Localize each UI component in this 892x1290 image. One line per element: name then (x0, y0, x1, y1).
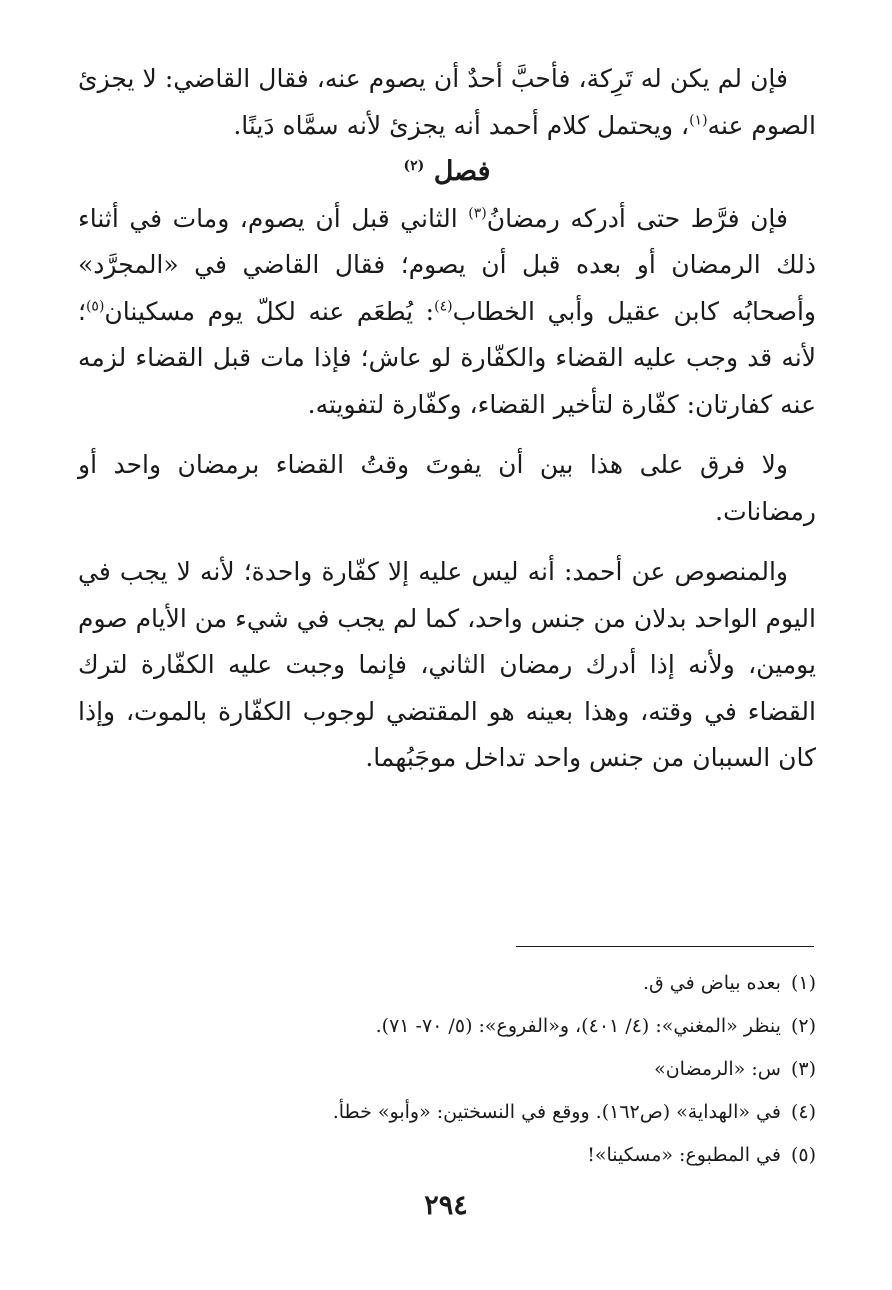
footnote-number: (٢) (790, 1015, 816, 1037)
footnote-ref-4: (٤) (434, 298, 453, 315)
footnote-4 (78, 1091, 816, 1134)
footnotes-list (78, 962, 816, 1177)
footnote-number: (٣) (790, 1058, 816, 1080)
footnote-1 (78, 962, 816, 1005)
footnote-text: ينظر «المغني»: (٤/ ٤٠١)، و«الفروع»: (٥/ ٧٠- ٧١). (375, 1015, 781, 1037)
footnote-text: في المطبوع: «مسكينا»! (587, 1144, 781, 1166)
footnote-number: (٤) (790, 1101, 816, 1123)
section-heading: فصل $^{(٢)}$ (403, 156, 491, 187)
page-number: ٢٩٤ (424, 1190, 468, 1221)
footnote-text: س: «الرمضان» (654, 1058, 781, 1080)
footnote-ref-5: (٥) (85, 298, 105, 315)
footnote-3 (78, 1048, 816, 1091)
footnote-number: (٥) (790, 1144, 816, 1166)
main-text (78, 56, 816, 782)
paragraph-4: والمنصوص عن أحمد: أنه ليس عليه إلا كفّارة واحدة؛ لأنه لا يجب في اليوم الواحد بدلان من جنس واحد، كما لم يجب في شيء من الأيام صوم يومين، ولأنه إذا أدرك رمضان الثاني، فإنما وجبت عليه الكفّارة لترك القضاء في وقته، وهذا بعينه هو المقتضي لوجوب الكفّارة بالموت، وإذا كان السببان من جنس واحد تداخل موجَبُهما. (78, 557, 816, 772)
footnote-ref-1: (١) (689, 112, 708, 129)
footnote-separator (516, 946, 814, 947)
footnote-ref-2: (٢) (403, 158, 425, 174)
paragraph-2: فإن فرَّط حتى أدركه رمضانُ$^{(٣)}$ الثاني قبل أن يصوم، ومات في أثناء ذلك الرمضان أو بعده قبل أن يصوم؛ فقال القاضي في «المجرَّد» وأصحابُه كابن عقيل وأبي الخطاب$^{(٤)}$: يُطعَم عنه لكلّ يوم مسكينان$^{(٥)}$؛ لأنه قد وجب عليه القضاء والكفّارة لو عاش؛ فإذا مات قبل القضاء لزمه عنه كفارتان: كفّارة لتأخير القضاء، وكفّارة لتفويته. (78, 203, 816, 419)
paragraph-1: فإن لم يكن له تَرِكة، فأحبَّ أحدٌ أن يصوم عنه، فقال القاضي: لا يجزئ الصوم عنه$^{(١)}$، ويحتمل كلام أحمد أنه يجزئ لأنه سمَّاه دَينًا. (78, 64, 816, 140)
footnote-5 (78, 1134, 816, 1177)
footnote-text: بعده بياض في ق. (642, 972, 781, 994)
paragraph-3: ولا فرق على هذا بين أن يفوتَ وقتُ القضاء برمضان واحد أو رمضانات. (78, 450, 816, 526)
footnote-2 (78, 1005, 816, 1048)
footnote-number: (١) (790, 972, 816, 994)
footnote-text: في «الهداية» (ص١٦٢). ووقع في النسختين: «وأبو» خطأ. (332, 1101, 781, 1123)
footnote-ref-3: (٣) (468, 205, 487, 222)
